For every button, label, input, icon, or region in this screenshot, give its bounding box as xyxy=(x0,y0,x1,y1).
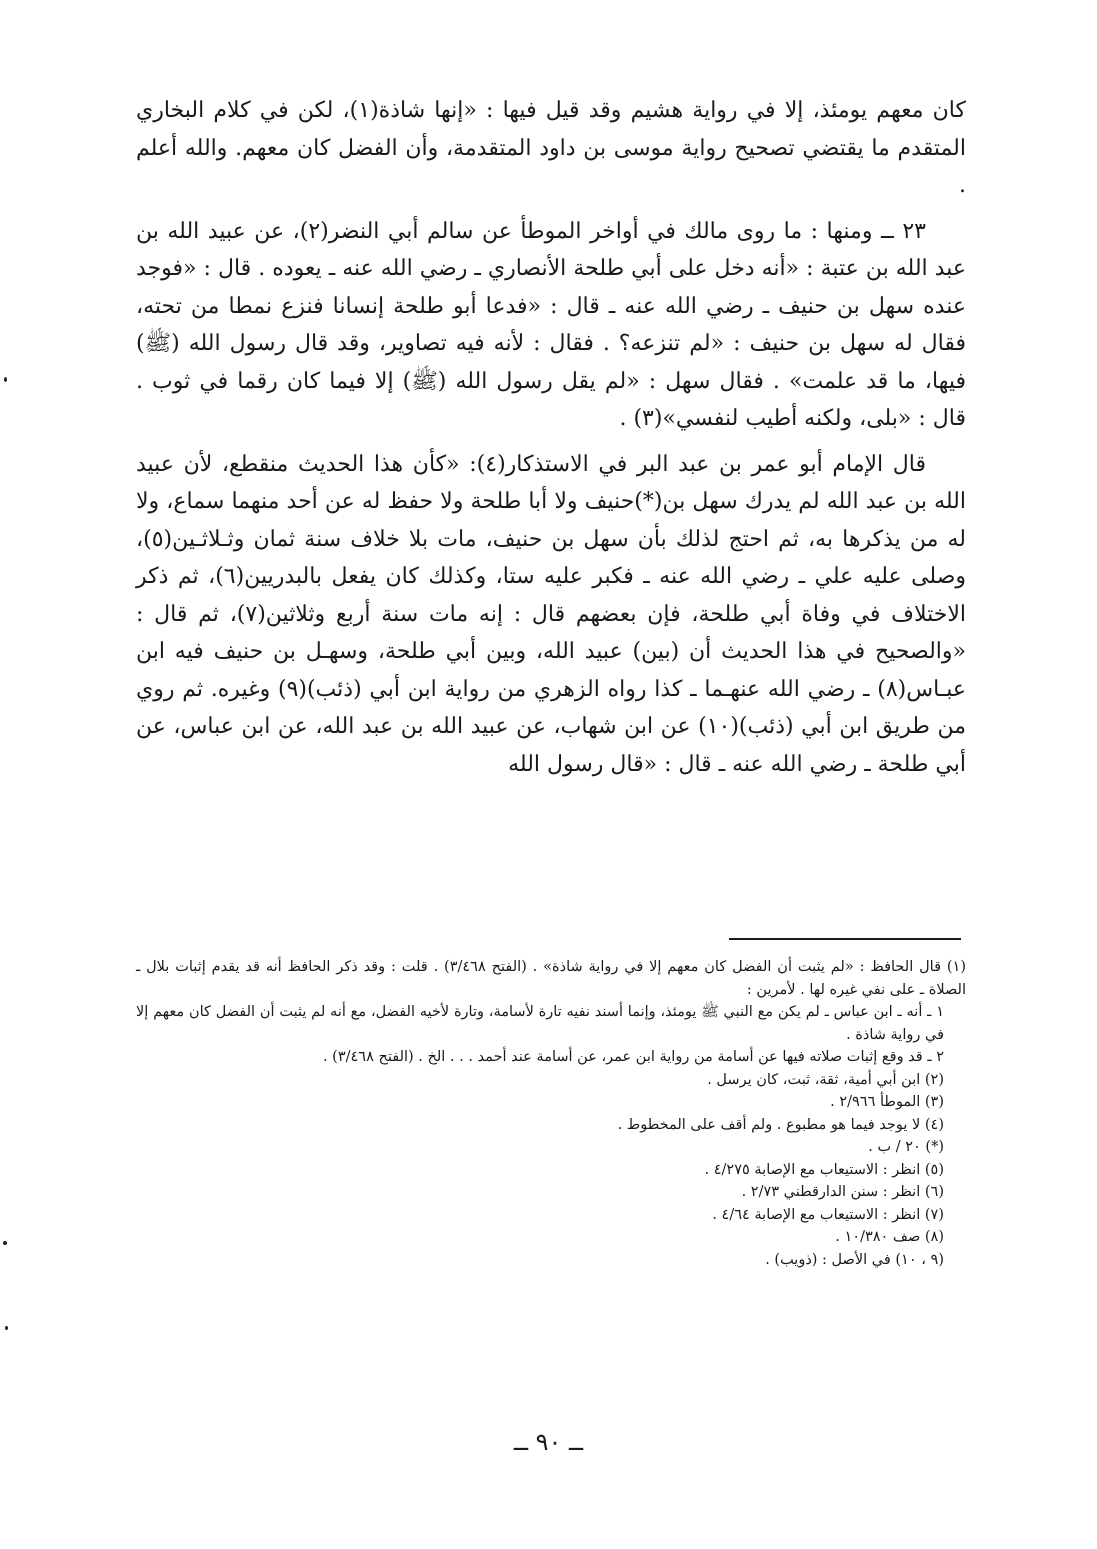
footnote-1-point-1: ١ ـ أنه ـ ابن عباس ـ لم يكن مع النبي ﷺ يومئذ، وإنما أسند نفيه تارة لأسامة، وتارة لأخيه الفضل، مع أنه لم يثبت أن الفضل كان معهم إلا في رواية شاذة . xyxy=(136,1004,944,1043)
footnote-5: (٥) انظر : الاستيعاب مع الإصابة ٤/٢٧٥ . xyxy=(704,1161,944,1178)
footnote-7: (٧) انظر : الاستيعاب مع الإصابة ٤/٦٤ . xyxy=(712,1206,944,1223)
footnote-1-point-2: ٢ ـ قد وقع إثبات صلاته فيها عن أسامة من رواية ابن عمر، عن أسامة عند أحمد . . . الخ . (الفتح ٣/٤٦٨) . xyxy=(322,1049,944,1065)
paragraph-3: قال الإمام أبو عمر بن عبد البر في الاستذكار(٤): «كأن هذا الحديث منقطع، لأن عبيد الله بن عبد الله لم يدرك سهل بن(*)حنيف ولا أبا طلحة ولا حفظ له عن أحد منهما سماع، ولا له من يذكرها به، ثم احتج لذلك بأن سهل بن حنيف، مات بلا خلاف سنة ثمان وثـلاثـين(٥)، وصلى عليه علي ـ رضي الله عنه ـ فكبر عليه ستا، وكذلك كان يفعل بالبدريين(٦)، ثم ذكر الاختلاف في وفاة أبي طلحة، فإن بعضهم قال : إنه مات سنة أربع وثلاثين(٧)، ثم قال : «والصحيح في هذا الحديث أن (بين) عبيد الله، وبين أبي طلحة، وسهـل بن حنيف فيه ابن عبـاس(٨) ـ رضي الله عنهـما ـ كذا رواه الزهري من رواية ابن أبي (ذئب)(٩) وغيره. ثم روي من طريق ابن أبي (ذئب)(١٠) عن ابن شهاب، عن عبيد الله بن عبد الله، عن ابن عباس، عن أبي طلحة ـ رضي الله عنه ـ قال : «قال رسول الله xyxy=(136,451,967,777)
main-text xyxy=(136,92,966,791)
footnote-3: (٣) الموطأ ٢/٩٦٦ . xyxy=(830,1094,944,1110)
footnote-1: (١) قال الحافظ : «لم يثبت أن الفضل كان معهم إلا في رواية شاذة» . (الفتح ٣/٤٦٨) . قلت : وقد ذكر الحافظ أنه قد يقدم إثبات بلال ـ الصلاة ـ على نفي غيره لها . لأمرين : xyxy=(136,959,966,998)
page-number: ــ ٩٠ ــ xyxy=(513,1428,584,1456)
footnote-4: (٤) لا يوجد فيما هو مطبوع . ولم أقف على المخطوط . xyxy=(617,1116,944,1133)
paragraph-2: ٢٣ ــ ومنها : ما روى مالك في أواخر الموطأ عن سالم أبي النضر(٢)، عن عبيد الله بن عبد الله بن عتبة : «أنه دخل على أبي طلحة الأنصاري ـ رضي الله عنه ـ يعوده . قال : «فوجد عنده سهل بن حنيف ـ رضي الله عنه ـ قال : «فدعا أبو طلحة إنسانا فنزع نمطا من تحته، فقال له سهل بن حنيف : «لم تنزعه؟ . فقال : لأنه فيه تصاوير، وقد قال رسول الله (ﷺ) فيها، ما قد علمت» . فقال سهل : «لم يقل رسول الله (ﷺ) إلا فيما كان رقما في ثوب . قال : «بلى، ولكنه أطيب لنفسي»(٣) . xyxy=(136,218,967,431)
footnotes xyxy=(136,956,966,1271)
footnote-6: (٦) انظر : سنن الدارقطني ٢/٧٣ . xyxy=(741,1184,944,1200)
footnote-8: (٨) صف ١٠/٣٨٠ . xyxy=(835,1229,944,1245)
footnote-divider xyxy=(729,938,961,940)
footnote-9-10: (٩ ، ١٠) في الأصل : (ذويب) . xyxy=(765,1251,944,1268)
scan-speck xyxy=(4,377,7,382)
scan-speck xyxy=(3,1241,7,1245)
footnote-star: (*) ٢٠ / ب . xyxy=(868,1139,944,1155)
footnote-2: (٢) ابن أبي أمية، ثقة، ثبت، كان يرسل . xyxy=(707,1071,944,1088)
paragraph-1: كان معهم يومئذ، إلا في رواية هشيم وقد قيل فيها : «إنها شاذة(١)، لكن في كلام البخاري المتقدم ما يقتضي تصحيح رواية موسى بن داود المتقدمة، وأن الفضل كان معهم. والله أعلم . xyxy=(136,98,966,198)
scan-speck xyxy=(5,1326,8,1330)
